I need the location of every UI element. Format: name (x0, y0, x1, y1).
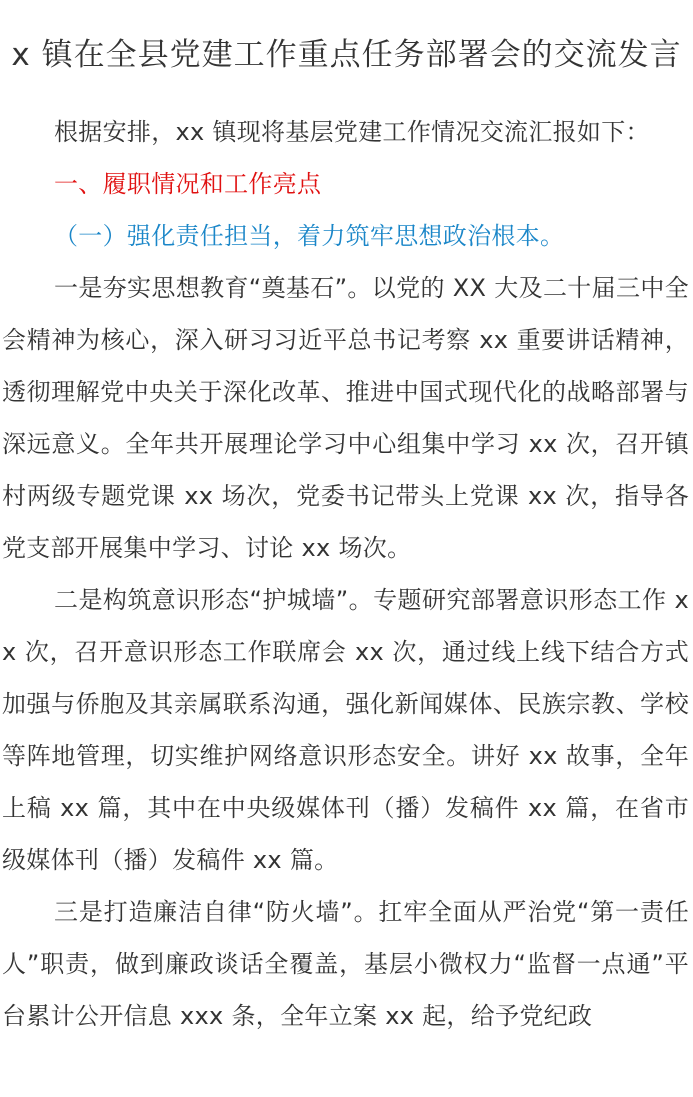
paragraph-integrity: 三是打造廉洁自律“防火墙”。扛牢全面从严治党“第一责任人”职责，做到廉政谈话全覆盖，基层小微权力“监督一点通”平台累计公开信息 xxx 条，全年立案 xx 起，给予党纪政 (2, 898, 689, 1030)
section-heading: 一、履职情况和工作亮点 (54, 170, 322, 198)
subsection-heading: （一）强化责任担当，着力筑牢思想政治根本。 (54, 222, 565, 250)
paragraph-ideology-defense: 二是构筑意识形态“护城墙”。专题研究部署意识形态工作 xx 次，召开意识形态工作联席会 xx 次，通过线上线下结合方式加强与侨胞及其亲属联系沟通，强化新闻媒体、民族宗教、学校等阵地管理，切实维护网络意识形态安全。讲好 xx 故事，全年上稿 xx 篇，其中在中央级媒体刊（播）发稿件 xx 篇，在省市级媒体刊（播）发稿件 xx 篇。 (2, 586, 689, 874)
intro-paragraph: 根据安排，xx 镇现将基层党建工作情况交流汇报如下： (54, 118, 650, 146)
document-title: x 镇在全县党建工作重点任务部署会的交流发言 (11, 37, 682, 73)
paragraph-ideological-education: 一是夯实思想教育“奠基石”。以党的 XX 大及二十届三中全会精神为核心，深入研习习近平总书记考察 xx 重要讲话精神，透彻理解党中央关于深化改革、推进中国式现代化的战略部署与深远意义。全年共开展理论学习中心组集中学习 xx 次，召开镇村两级专题党课 xx 场次，党委书记带头上党课 xx 次，指导各党支部开展集中学习、讨论 xx 场次。 (2, 274, 689, 562)
document-body (0, 106, 693, 1042)
